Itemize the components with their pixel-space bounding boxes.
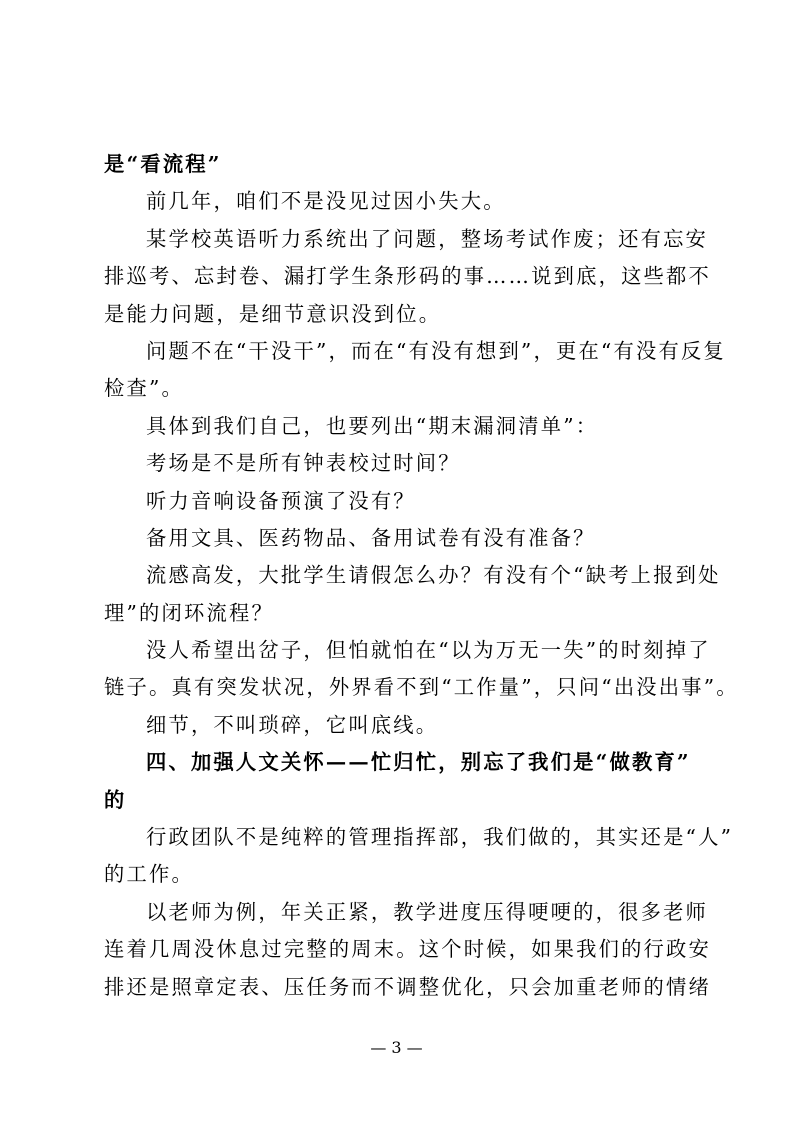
paragraph-line: 链子。真有突发状况，外界看不到“工作量”，只问“出没出事”。 — [104, 675, 739, 700]
paragraph-line: 考场是不是所有钟表校过时间？ — [146, 451, 461, 476]
paragraph-line: 细节，不叫琐碎，它叫底线。 — [146, 712, 439, 737]
paragraph-line: 备用文具、医药物品、备用试卷有没有准备？ — [146, 525, 596, 550]
page-number: — 3 — — [370, 1038, 423, 1057]
paragraph-line: 理”的闭环流程？ — [104, 600, 274, 625]
heading-line: 是“看流程” — [104, 152, 222, 176]
body-text — [104, 146, 739, 1006]
paragraph-line: 具体到我们自己，也要列出“期末漏洞清单”： — [146, 413, 599, 438]
paragraph-line: 行政团队不是纯粹的管理指挥部，我们做的，其实还是“人” — [146, 825, 734, 850]
paragraph-line: 以老师为例，年关正紧，教学进度压得哽哽的，很多老师 — [146, 899, 709, 924]
paragraph-line: 的工作。 — [104, 862, 194, 887]
paragraph-line: 没人希望出岔子，但怕就怕在“以为万无一失”的时刻掉了 — [146, 638, 711, 663]
paragraph-line: 排还是照章定表、压任务而不调整优化，只会加重老师的情绪 — [104, 974, 711, 999]
paragraph-line: 听力音响设备预演了没有？ — [146, 488, 416, 513]
paragraph-line: 问题不在“干没干”，而在“有没有想到”，更在“有没有反复 — [146, 338, 726, 363]
paragraph-line: 排巡考、忘封卷、漏打学生条形码的事……说到底，这些都不 — [104, 264, 711, 289]
paragraph-line: 流感高发，大批学生请假怎么办？有没有个“缺考上报到处 — [146, 563, 721, 588]
heading-line: 的 — [104, 787, 127, 812]
paragraph-line: 某学校英语听力系统出了问题，整场考试作废；还有忘安 — [146, 226, 709, 251]
heading-line: 四、加强人文关怀——忙归忙，别忘了我们是“做教育” — [146, 750, 691, 775]
paragraph-line: 连着几周没休息过完整的周末。这个时候，如果我们的行政安 — [104, 937, 711, 962]
paragraph-line: 是能力问题，是细节意识没到位。 — [104, 301, 442, 326]
paragraph-line: 检查”。 — [104, 376, 185, 401]
paragraph-line: 前几年，咱们不是没见过因小失大。 — [146, 189, 506, 214]
